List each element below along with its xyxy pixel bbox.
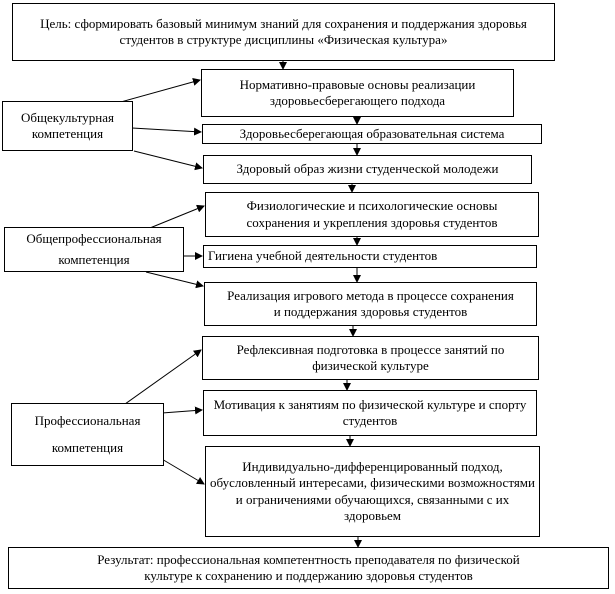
- step-system-text: Здоровьесберегающая образовательная система: [239, 125, 505, 141]
- arrow-gc-to-system: [132, 128, 201, 132]
- result-text: Результат: профессиональная компетентность преподавателя по физической культуре к сохранению и поддержанию здоровья студентов: [97, 551, 520, 583]
- step-physio-text: Физиологические и психологические основы сохранения и укрепления здоровья студентов: [246, 198, 498, 230]
- arrow-prof-to-reflexive: [125, 350, 201, 404]
- step-hygiene-text: Гигиена учебной деятельности студентов: [208, 248, 438, 264]
- step-individual-box: [205, 446, 540, 537]
- professional-competence-line1: Профессиональная: [34, 413, 141, 429]
- step-hygiene-box: [203, 245, 537, 268]
- step-lifestyle-text: Здоровый образ жизни студенческой молодежи: [236, 161, 499, 177]
- step-individual-text: Индивидуально-дифференцированный подход, обусловленный интересами, физическими возможностями и ограничениями обучающихся, связанными с их здоровьем: [210, 459, 535, 523]
- step-system-box: [202, 124, 542, 144]
- step-motivation-text: Мотивация к занятиям по физической культуре и спорту студентов: [213, 396, 527, 428]
- step-normative-text: Нормативно-правовые основы реализации здоровьесберегающего подхода: [239, 76, 476, 108]
- goal-box: [12, 3, 555, 61]
- arrow-gc-to-lifestyle: [134, 151, 202, 168]
- step-normative-box: [201, 69, 514, 117]
- professional-competence-box: [11, 403, 164, 466]
- goal-text: Цель: сформировать базовый минимум знаний для сохранения и поддержания здоровья студентов в структуре дисциплины «Физическая культура»: [40, 15, 527, 47]
- professional-competence-line2: компетенция: [51, 439, 124, 455]
- general-professional-competence-text: Общепрофессиональная компетенция: [26, 231, 162, 267]
- arrow-prof-to-motivation: [162, 410, 202, 413]
- step-lifestyle-box: [203, 155, 532, 184]
- step-reflexive-text: Рефлексивная подготовка в процессе занятий по физической культуре: [236, 341, 505, 373]
- general-professional-competence-box: [4, 227, 184, 272]
- step-reflexive-box: [202, 336, 539, 380]
- arrow-gp-to-game: [146, 272, 203, 286]
- step-motivation-box: [203, 390, 537, 436]
- step-game-box: [204, 282, 537, 326]
- step-physio-box: [205, 192, 539, 237]
- general-cultural-competence-text: Общекультурная компетенция: [21, 109, 114, 141]
- general-cultural-competence-box: [2, 101, 133, 151]
- step-game-text: Реализация игрового метода в процессе сохранения и поддержания здоровья студентов: [227, 287, 514, 319]
- result-box: [8, 547, 609, 589]
